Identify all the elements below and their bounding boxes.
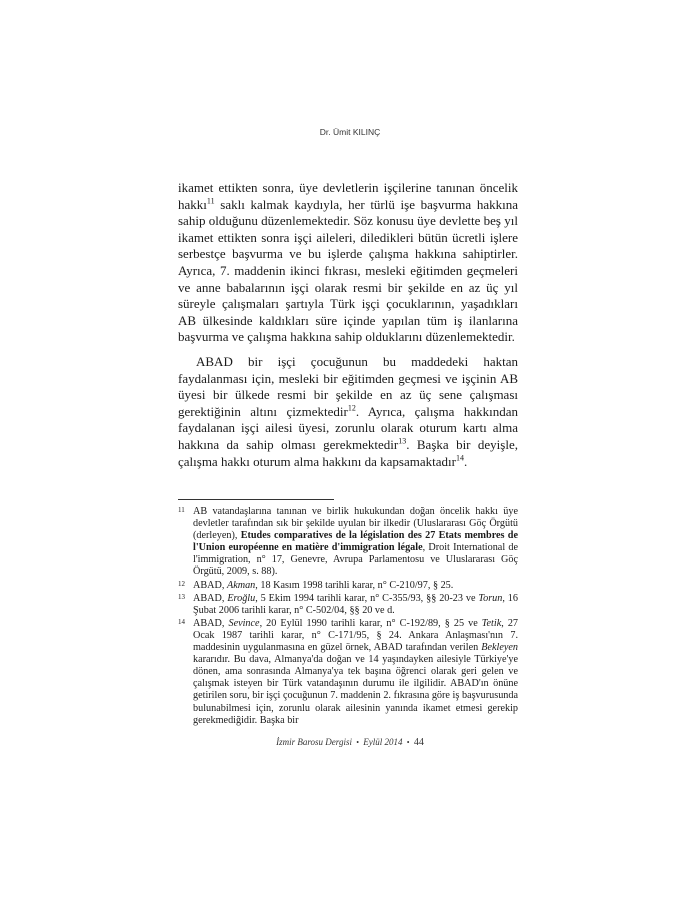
- case-name: Tetik: [481, 617, 502, 629]
- text-run: , 16 Şubat 2006 tarihli karar, n° C-502/04, §§ 20 ve d.: [193, 592, 518, 616]
- text-run: kararıdır. Bu dava, Almanya'da doğan ve 14 yaşındayken ailesiyle Türkiye'ye dönen, ama sonrasında Almanya'ya tek başına öğrenci olarak geri gelen ve çalışmak isteyen bir Türk vatandaşının durumu ile ilgilidir. ABAD'ın önüne getirilen soru, bir işçi çocuğunun 7. maddenin 2. fıkrasına göre iş başvurusunda bulunabilmesi için, zorunlu olarak ailesinin yanında ikamet etmesi gerekip gerekmediğidir. Başka bir: [193, 654, 518, 726]
- text-run: , 18 Kasım 1998 tarihli karar, n° C-210/97, § 25.: [255, 579, 454, 591]
- footnote-separator: [178, 499, 334, 500]
- footnote: [178, 618, 518, 727]
- text-run: ABAD,: [193, 592, 228, 604]
- text-run: ikamet ettikten sonra, üye devletlerin işçilerine tanınan öncelik hakkı: [178, 180, 518, 212]
- text-run: saklı kalmak kaydıyla, her türlü işe başvurma hakkına sahip olduğunu düzenlemektedir. Söz konusu üye devlette beş yıl ikamet ettikten sonra işçi aileleri, diledikleri bütün ücretli işlere serbestçe başvurma ve bu işlerde çalışma hakkına sahiptirler. Ayrıca, 7. maddenin ikinci fıkrası, mesleki eğitimden geçmeleri ve anne babalarının işçi olarak resmi bir şekilde en az üç yıl süreyle çalışmaları şartıyla Türk işçi çocuklarının, yaşadıkları AB ülkesinde kaldıkları süre içinde yapılan tüm iş ilanlarına başvurma ve çalışma hakkına sahip olduklarını düzenlemektedir.: [178, 196, 518, 345]
- text-run: ABAD bir işçi çocuğunun bu maddedeki haktan faydalanması için, mesleki bir eğitimden geçmesi ve işçinin AB üyesi bir ülkede resmi bir şekilde en az üç sene çalışması gerektiğinin altını çizmektedir: [178, 353, 518, 419]
- text-run: , Droit International de l'immigration, n° 17, Genevre, Avrupa Parlamentosu ve Uluslararası Göç Örgütü, 2009, s. 88).: [193, 542, 518, 578]
- issue-date: Eylül 2014: [363, 737, 403, 747]
- footnote-ref[interactable]: 14: [455, 453, 464, 463]
- text-run: , 5 Ekim 1994 tarihli karar, n° C-355/93, §§ 20-23 ve: [255, 592, 479, 604]
- running-header: Dr. Ümit KILINÇ: [319, 127, 381, 137]
- footnote: [178, 506, 518, 579]
- footnotes: [178, 506, 518, 728]
- case-name: Akman: [226, 579, 256, 591]
- bold-title: Etudes comparatives de la législation des 27 Etats membres de l'Union européenne en matière d'immigration légale: [193, 530, 518, 554]
- paragraph: [178, 354, 518, 470]
- case-name: Torun: [478, 592, 503, 604]
- journal-name: İzmir Barosu Dergisi: [276, 737, 352, 747]
- page-footer: [0, 737, 700, 748]
- footnote-ref[interactable]: 12: [347, 403, 356, 413]
- main-text: [178, 180, 518, 478]
- footnote-number: 14: [178, 617, 185, 626]
- text-run: ABAD,: [193, 617, 229, 629]
- case-name: Bekleyen: [481, 642, 518, 654]
- case-name: Eroğlu: [227, 592, 256, 604]
- text-run: .: [463, 453, 468, 469]
- footnote-number: 13: [178, 592, 185, 601]
- footnote: [178, 580, 518, 592]
- text-run: . Ayrıca, çalışma hakkından faydalanan işçi ailesi üyesi, zorunlu olarak oturum kartı alma hakkına da sahip olması gerekmektedir: [178, 403, 518, 452]
- footnote-number: 11: [178, 506, 185, 514]
- text-run: . Başka bir deyişle, çalışma hakkı oturum alma hakkını da kapsamaktadır: [178, 436, 518, 469]
- text-run: AB vatandaşlarına tanınan ve birlik hukukundan doğan öncelik hakkı üye devletler tarafından sık bir şekilde uyulan bir ilkedir (Uluslararası Göç Örgütü (derleyen),: [193, 506, 518, 542]
- text-run: , 20 Eylül 1990 tarihli karar, n° C-192/89, § 25 ve: [259, 617, 482, 629]
- footnote-number: 12: [178, 579, 185, 588]
- footnote-ref[interactable]: 11: [206, 196, 215, 206]
- footnote: [178, 593, 518, 617]
- case-name: Sevince: [228, 617, 260, 629]
- footnote-ref[interactable]: 13: [398, 436, 407, 446]
- text-run: , 27 Ocak 1987 tarihli karar, n° C-171/95, § 24. Ankara Anlaşması'nın 7. maddesinin uygulanmasına en güzel örnek, ABAD tarafından verilen: [193, 617, 519, 654]
- footer-separator: •: [406, 738, 410, 747]
- footer-separator: •: [356, 738, 360, 747]
- page-number: 44: [413, 737, 424, 748]
- text-run: ABAD,: [193, 579, 227, 591]
- paragraph: [178, 180, 518, 346]
